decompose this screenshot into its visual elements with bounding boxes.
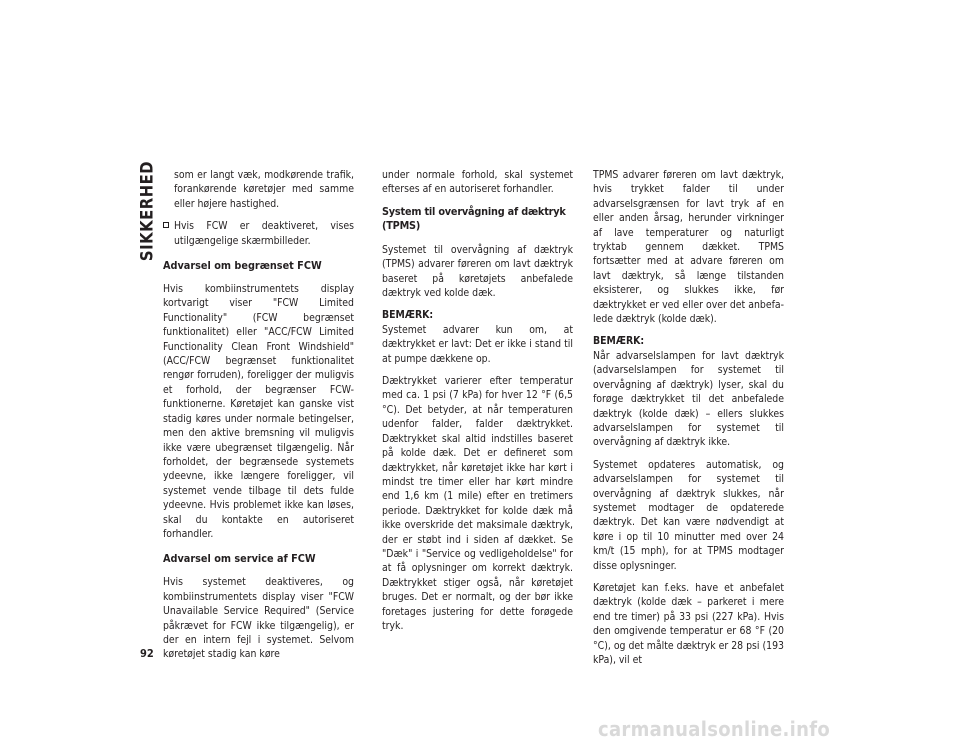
column-1 (163, 168, 354, 670)
column-2 (382, 168, 573, 641)
note-block (593, 334, 784, 449)
paragraph-service-fcw: Hvis systemet deaktiveres, og kombiinstrumentets display viser "FCW Unavailable Service Required" (Service påkrævet for FCW ikke tilgængelig), er der en intern fejl i systemet. Selvom køretøjet stadig kan køre (163, 576, 354, 661)
section-tab (137, 160, 157, 262)
paragraph-limited-fcw: Hvis kombiinstrumentets display kortvarigt viser "FCW Limited Functionality" (FCW begrænset funktionalitet) eller "ACC/FCW Limited Functionality Clean Front Windshield" (ACC/FCW begrænset funktionalitet rengør forruden), foreligger der muligvis et forhold, der begrænser FCW-funktionerne. Køretøjet kan ganske vist stadig køres under normale betingelser, men den aktive bremsning vil muligvis ikke være ubegrænset tilgængelig. Når forholdet, der begrænsede systemets ydeevne, ikke længere foreligger, vil systemet vende tilbage til dets fulde ydeevne. Hvis problemet ikke kan løses, skal du kontakte en autoriseret forhandler. (163, 283, 354, 540)
square-bullet-icon (163, 222, 169, 228)
heading-service-fcw: Advarsel om service af FCW (163, 552, 316, 566)
page-number: 92 (140, 647, 154, 660)
section-tab-label: SIKKERHED (137, 160, 157, 262)
paragraph-tpms-warning: TPMS advarer føreren om lavt dæktryk, hvis trykket falder til under advarselsgrænsen for lavt tryk af en eller anden årsag, herunder virkninger af lave temperaturer og naturligt tryktab gennem dækket. TPMS fortsætter med at advare føreren om lavt dæktryk, så længe tilstanden eksisterer, og slukkes ikke, før dæktrykket er ved eller over det anbefalede dæktryk (kolde dæk). (593, 169, 784, 326)
note-block (382, 308, 573, 366)
paragraph-continuation: under normale forhold, skal systemet efterses af en autoriseret forhandler. (382, 169, 573, 196)
column-3 (593, 168, 784, 675)
paragraph-tpms-intro: Systemet til overvågning af dæktryk (TPMS) advarer føreren om lavt dæktryk baseret på køretøjets anbefalede dæktryk ved kolde dæk. (382, 243, 573, 300)
note-text: Systemet advarer kun om, at dæktrykket er lavt: Det er ikke i stand til at pumpe dækkene op. (382, 323, 573, 365)
paragraph-system-update: Systemet opdateres automatisk, og advarselslampen for systemet til overvågning af dæktryk slukkes, når systemet modtager de opdaterede dæktryk. Det kan være nødvendigt at køre i op til 10 minutter med over 24 km/t (15 mph), for at TPMS modtager disse oplysninger. (593, 458, 784, 572)
paragraph-continuation: som er langt væk, modkørende trafik, forankørende køretøjer med samme eller højere hastighed. (174, 169, 354, 210)
note-label: BEMÆRK: (382, 309, 434, 322)
bullet-item (163, 219, 354, 248)
heading-limited-fcw: Advarsel om begrænset FCW (163, 259, 322, 273)
note-text: Når advarselslampen for lavt dæktryk (advarselslampen for systemet til overvågning af dæktryk) lyser, skal du forøge dæktrykket til det anbefalede dæktryk (kolde dæk) – ellers slukkes advarselslampen for systemet til overvågning af dæktryk ikke. (593, 349, 784, 449)
bullet-text: Hvis FCW er deaktiveret, vises utilgængelige skærmbilleder. (174, 220, 354, 247)
paragraph-tire-pressure: Dæktrykket varierer efter temperatur med ca. 1 psi (7 kPa) for hver 12 °F (6,5 °C). Det betyder, at når temperaturen udenfor falder, falder dæktrykket. Dæktrykket skal altid indstilles baseret på kolde dæk. Det er defineret som dæktrykket, når køretøjet ikke har kørt i mindst tre timer eller har kørt mindre end 1,6 km (1 mile) efter en tretimers periode. Dæktrykket for kolde dæk må ikke overskride det maksimale dæktryk, der er støbt ind i siden af dækket. Se "Dæk" i "Service og vedligeholdelse" for at få oplysninger om korrekt dæktryk. Dæktrykket stiger også, når køretøjet bruges. Det er normalt, og der bør ikke foretages justering for dette forøgede tryk. (382, 375, 573, 632)
note-label: BEMÆRK: (593, 335, 645, 348)
watermark: carmanualsonline.info (598, 717, 831, 741)
heading-tpms: System til overvågning af dæktryk (TPMS) (382, 204, 566, 232)
paragraph-example: Køretøjet kan f.eks. have et anbefalet dæktryk (kolde dæk – parkeret i mere end tre timer) på 33 psi (227 kPa). Hvis den omgivende temperatur er 68 °F (20 °C), og det målte dæktryk er 28 psi (193 kPa), vil et (593, 581, 784, 666)
